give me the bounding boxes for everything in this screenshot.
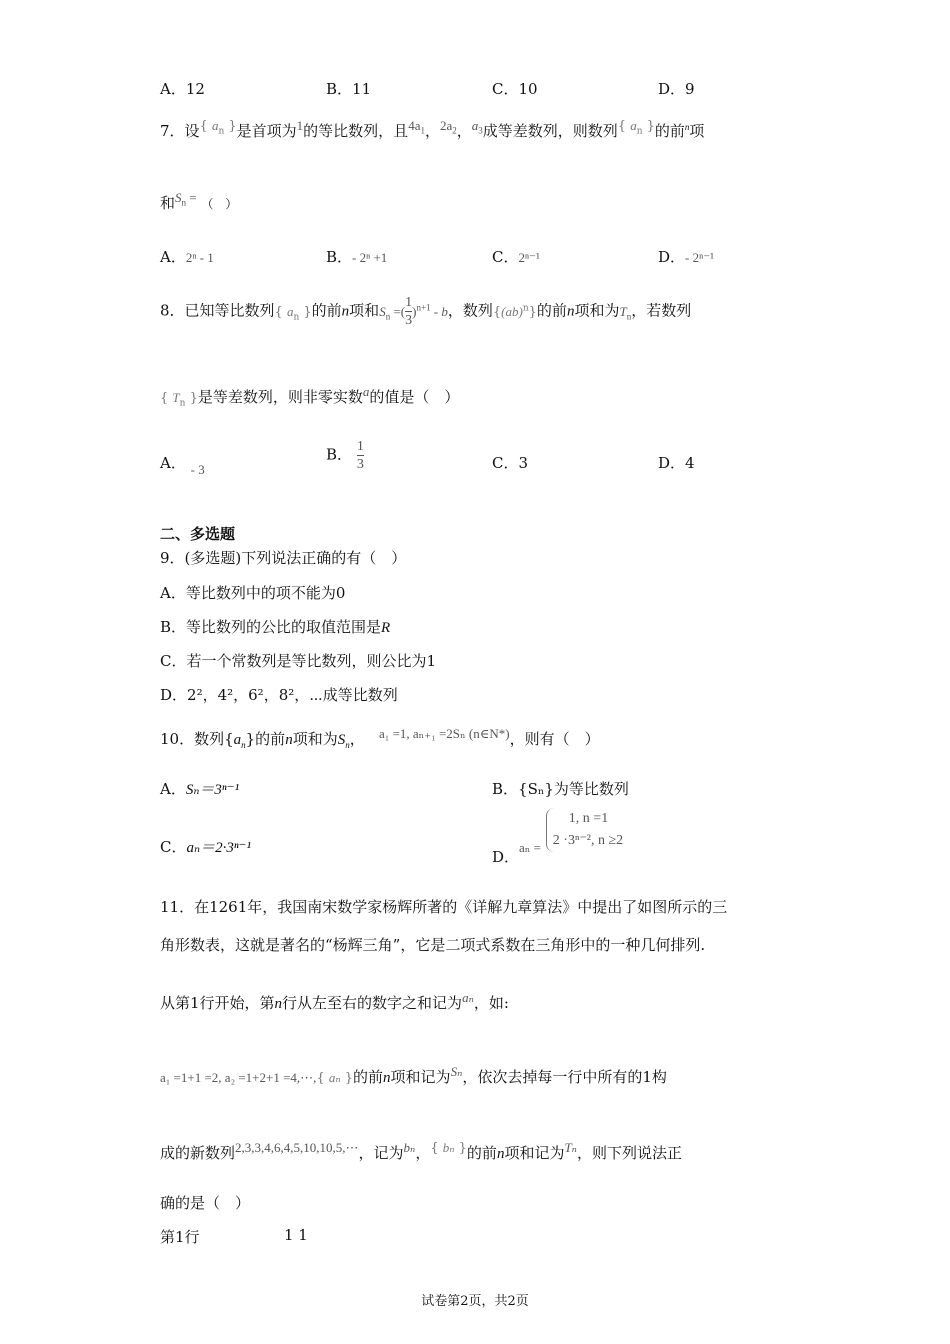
q10-option-d: D．aₙ = 1, n =1 2 ·3ⁿ⁻², n ≥2 [492,808,623,852]
q7-option-a: A．2ⁿ - 1 [160,248,214,266]
section-title-multiple-choice: 二、多选题 [160,525,236,543]
q8-option-c: C．3 [492,454,529,472]
q7-stem-line1: 7．设$^{\{ a_n \}}$是首项为$^1$的等比数列，且$^{4a_1}$，$^{2a_2}$，$^{a_3}$成等差数列，则数列$^{\{ a_n \}}$的前$^n$项 [160,118,705,140]
yanghui-row1-values: 1 1 [284,1226,308,1244]
q10-stem: 10．数列$\{a_n\}$的前n项和为$S_n$， $^{a_1 =1, a_{n+1} =2S_n (n\in N*)}$，则有（ ） [160,726,600,750]
q10-option-a: A．Sₙ＝3ⁿ⁻¹ [160,780,240,798]
page-footer: 试卷第2页，共2页 [421,1294,529,1309]
q8-fraction: $\frac{1}{3}$ [405,295,413,328]
q9-stem: 9．(多选题)下列说法正确的有（ ） [160,549,407,567]
q11-line6: 确的是（ ） [160,1194,251,1212]
q6-option-a: A．12 [160,80,205,98]
q6-option-c: C．10 [492,80,538,98]
q9-option-b: B．等比数列的公比的取值范围是R [160,618,391,636]
q10-option-c: C．aₙ＝2·3ⁿ⁻¹ [160,838,251,856]
q9-option-c: C．若一个常数列是等比数列，则公比为1 [160,652,437,670]
q8-option-d: D．4 [658,454,695,472]
q7-option-b: B．- 2ⁿ +1 [326,248,388,266]
q10-option-b: B．{Sₙ}为等比数列 [492,780,629,798]
q11-line4: a₁ =1+1 =2, a₂ =1+2+1 =4,⋯,{ aₙ }的前n项和记为$^{S_n}$，依次去掉每一行中所有的1构 [160,1064,667,1086]
q7-option-c: C．2ⁿ⁻¹ [492,248,540,266]
q11-line5: 成的新数列$^{2,3,3,4,6,4,5,10,10,5,\cdots}$，记为$^{b_n}$，$^{\{ b_n \}}$的前n项和记为$^{T_n}$，则下列说法正 [160,1140,682,1162]
q9-option-a: A．等比数列中的项不能为0 [160,584,346,602]
yanghui-row1-label: 第1行 [160,1228,200,1246]
q8-option-b: B． $\frac{1}{3}$ [326,439,364,472]
q6-option-d: D．9 [658,80,695,98]
q11-line3: 从第1行开始，第n行从左至右的数字之和记为$^{a_n}$，如: [160,990,509,1012]
q11-line1: 11．在1261年，我国南宋数学家杨辉所著的《详解九章算法》中提出了如图所示的三 [160,898,728,916]
q8-stem-line2: { $T_n$ }是等差数列，则非零实数$^a$的值是（ ） [160,384,460,409]
q10-piecewise: 1, n =1 2 ·3ⁿ⁻², n ≥2 [546,808,623,852]
q7-stem-line2: 和$^{S_n =}$ （ ） [160,190,238,212]
q6-option-b: B．11 [326,80,372,98]
q8-option-a: A． - 3 [160,454,205,477]
q9-option-d: D．2²，4²，6²，8²，⋯成等比数列 [160,686,398,704]
q7-option-d: D．- 2ⁿ⁻¹ [658,248,714,266]
q8-stem-line1: 8．已知等比数列{ $a_n$ }的前n项和$S_n$ =( $\frac{1}{3}$ )$^{n+1}$ - b，数列{(ab)$^n$}的前n项和为$T_n$，若数列 [160,295,692,328]
q11-line2: 角形数表，这就是著名的“杨辉三角”，它是二项式系数在三角形中的一种几何排列. [160,936,706,954]
